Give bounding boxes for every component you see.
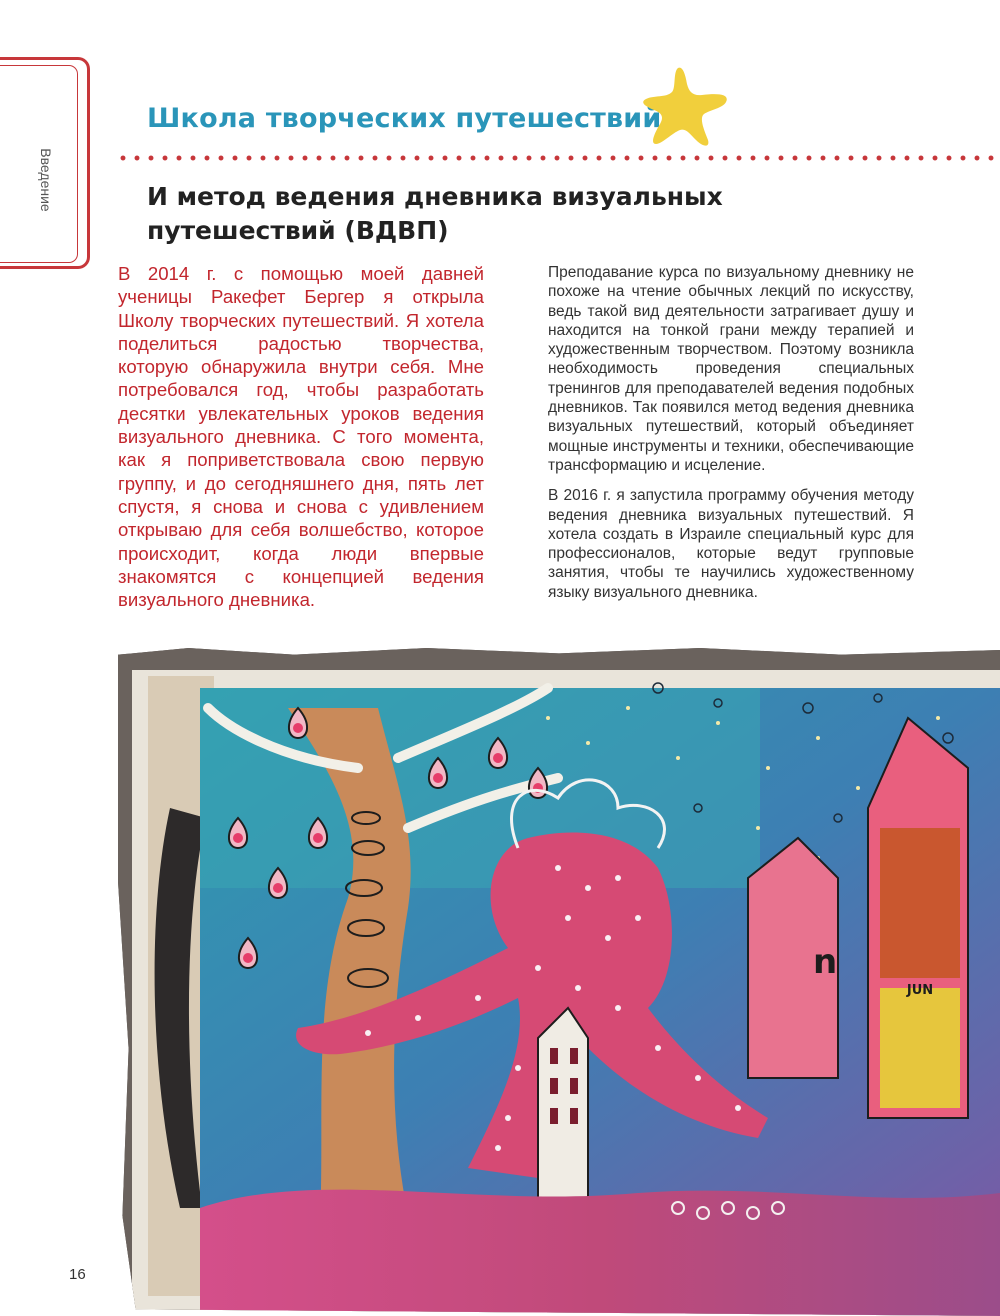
intro-paragraph: В 2014 г. с помощью моей давней ученицы Ракефет Бергер я открыла Школу творческих путешествий. Я хотела поделиться радостью творчества, которую обнаружила внутри себя. Мне потребовался год, чтобы разработать десятки увлекательных уроков ведения визуального дневника. С того момента, как я поприветствовала свою первую группу, и до сегодняшнего дня, пять лет спустя, я снова и снова с удивлением открываю для себя волшебство, которое происходит, когда люди впервые знакомятся с концепцией ведения визуального дневника. bbox=[118, 263, 484, 611]
right-column bbox=[548, 263, 914, 613]
dotted-divider bbox=[116, 155, 1000, 161]
body-paragraph-2: В 2016 г. я запустила программу обучения методу ведения дневника визуальных путешествий. Я хотела создать в Израиле специальный курс для профессионалов, которые ведут групповые занятия, чтобы те научились художественному языку визуального дневника. bbox=[548, 487, 914, 601]
headline-line-2: путешествий (ВДВП) bbox=[147, 216, 449, 245]
chapter-tab bbox=[0, 57, 90, 269]
headline-line-1: И метод ведения дневника визуальных bbox=[147, 182, 723, 211]
star-icon bbox=[638, 62, 734, 152]
artwork-sign: JUN bbox=[906, 983, 934, 998]
article-headline bbox=[147, 180, 747, 248]
section-title: Школа творческих путешествий bbox=[147, 103, 662, 134]
artwork-letter: n bbox=[813, 942, 838, 982]
journal-artwork bbox=[118, 648, 1000, 1316]
chapter-tab-label: Введение bbox=[38, 148, 54, 212]
page-number: 16 bbox=[69, 1266, 86, 1283]
artwork-illustration bbox=[118, 648, 1000, 1316]
body-paragraph-1: Преподавание курса по визуальному дневнику не похоже на чтение обычных лекций по искусству, ведь такой вид деятельности затрагивает душу и находится на тонкой грани между терапией и художественным творчеством. Поэтому возникла необходимость проведения специальных тренингов для преподавателей ведения подобных дневников. Так появился метод ведения дневника визуальных путешествий, который объединяет мощные инструменты и техники, обеспечивающие трансформацию и исцеление. bbox=[548, 264, 914, 474]
